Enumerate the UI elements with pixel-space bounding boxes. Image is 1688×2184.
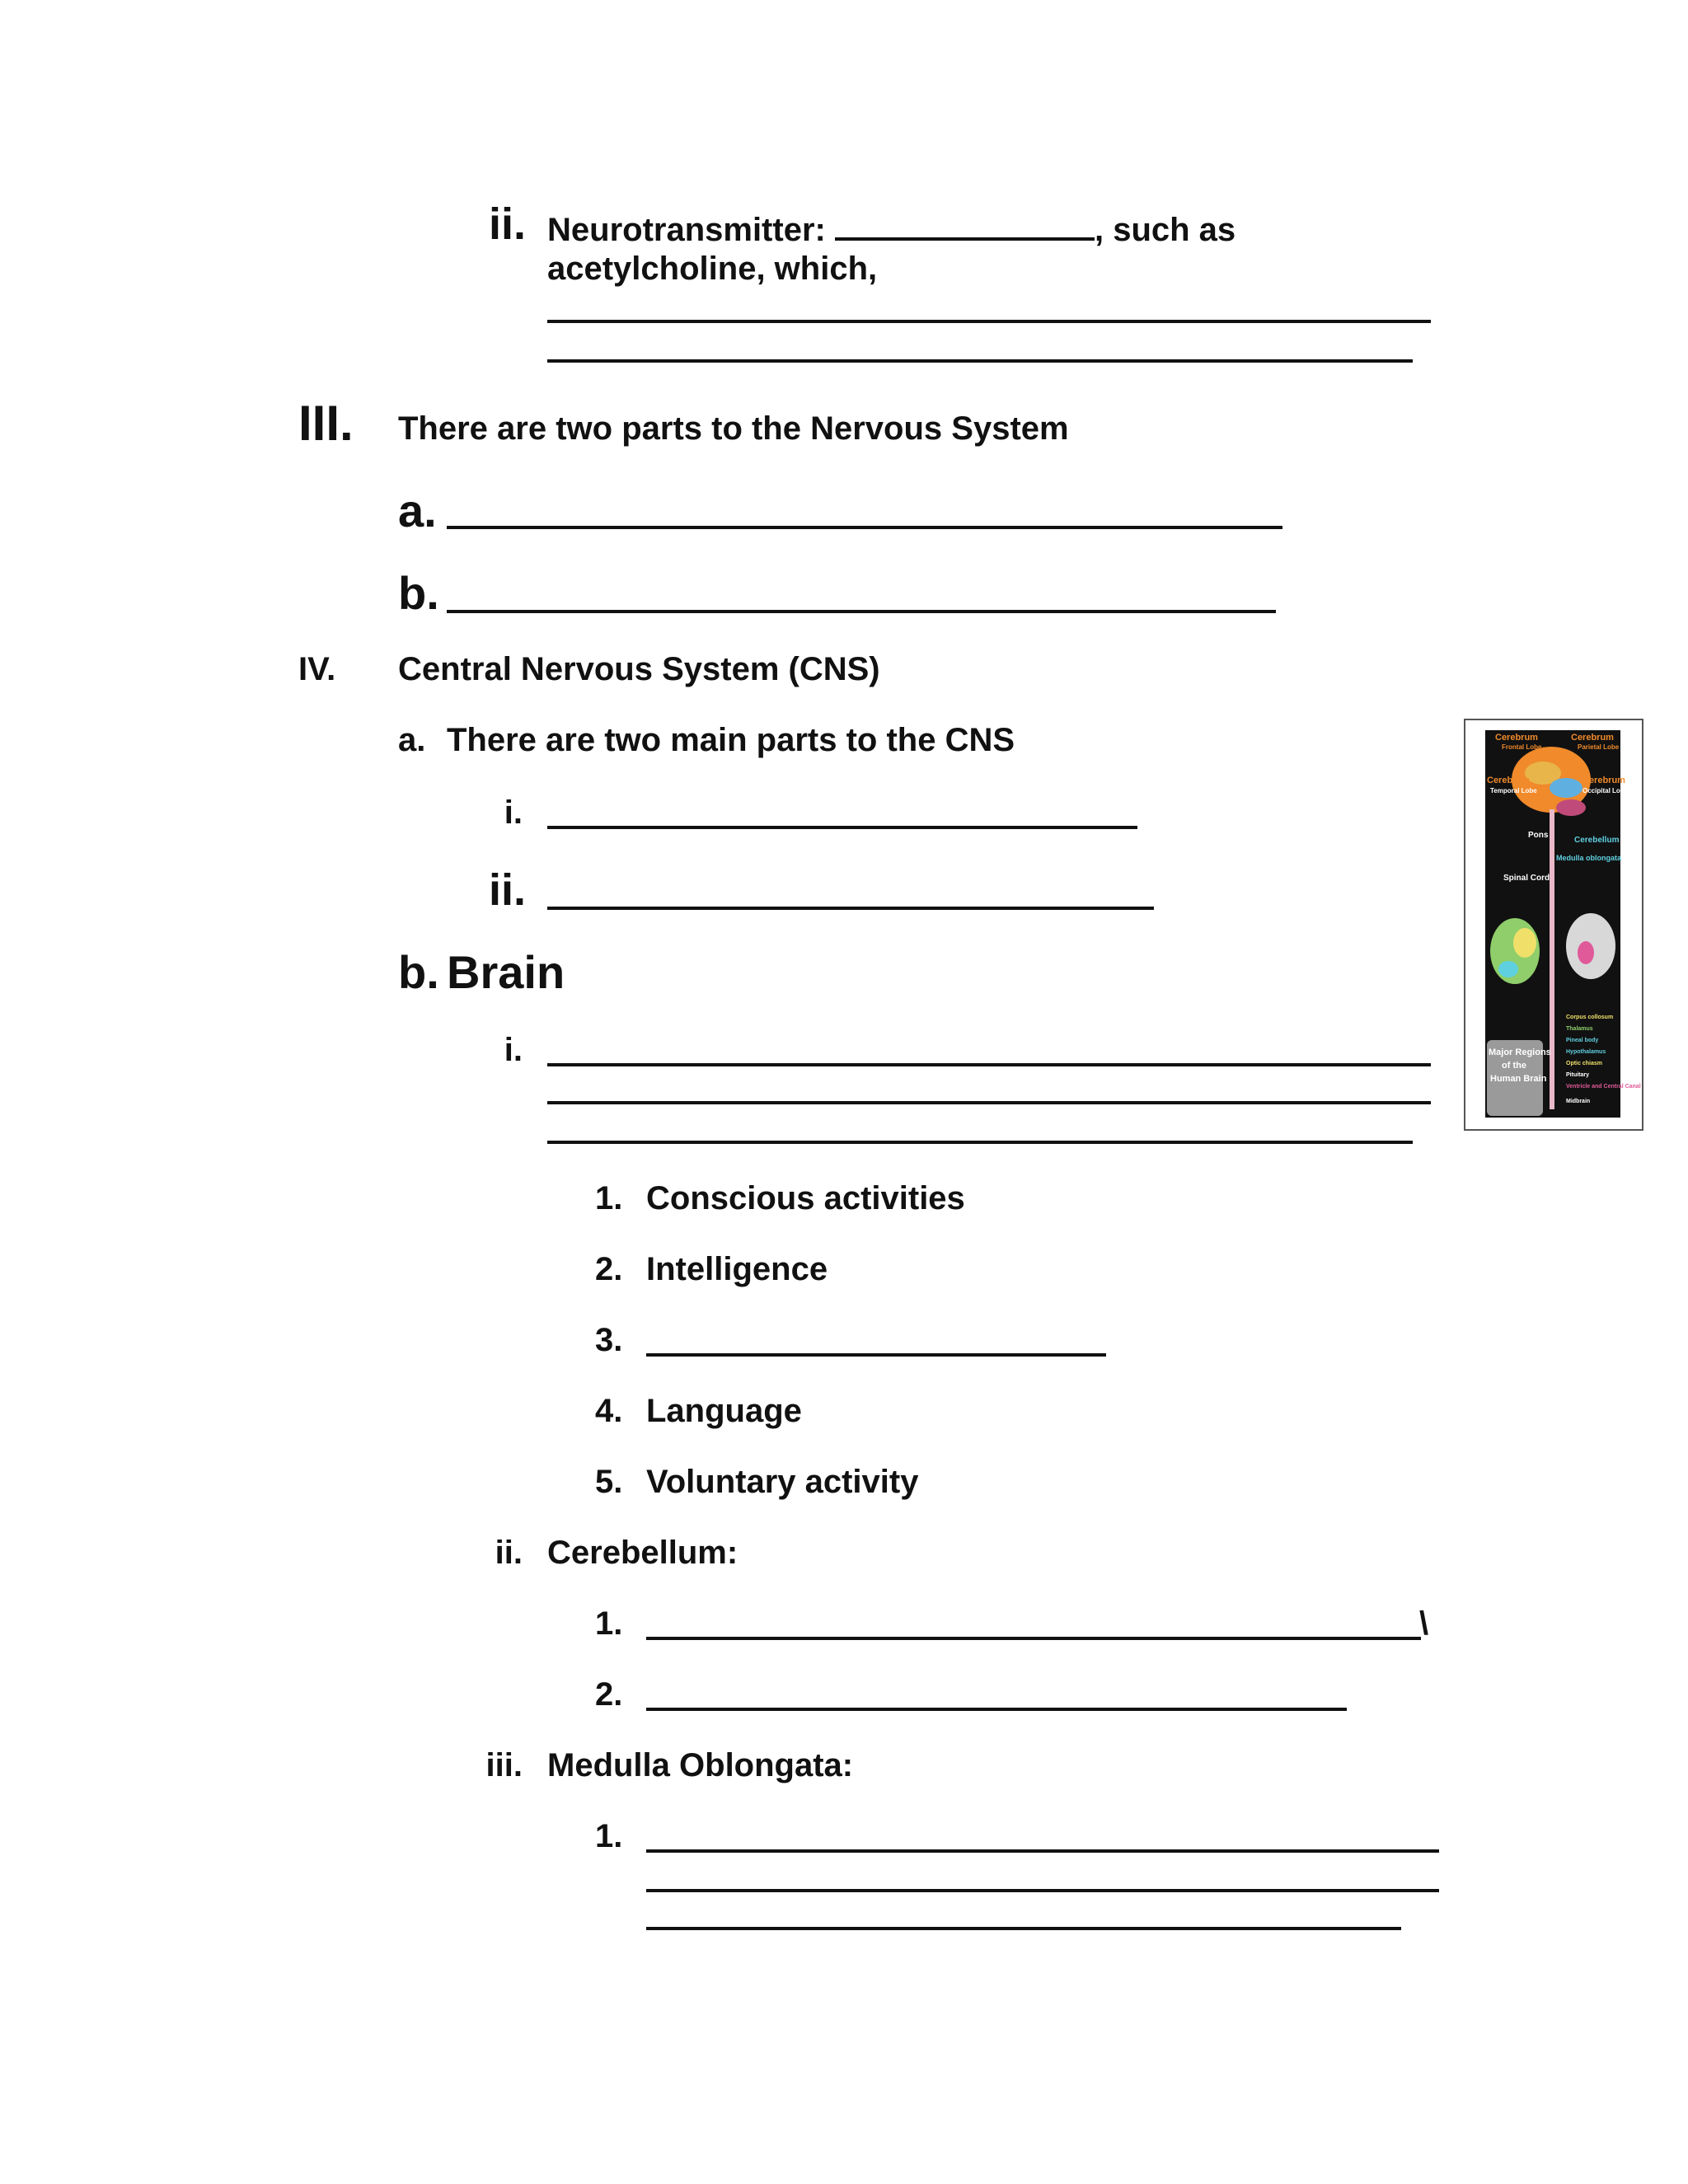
section-IV-heading: Central Nervous System (CNS) xyxy=(398,651,880,687)
section-III-b-label: b. xyxy=(398,567,439,619)
neurotransmitter-label: Neurotransmitter: xyxy=(547,212,826,248)
list-item-number: 2. xyxy=(595,1251,623,1287)
poster-label-pons: Pons xyxy=(1528,831,1549,840)
section-IV-a-text: There are two main parts to the CNS xyxy=(447,722,1015,758)
answer-line-b[interactable] xyxy=(447,610,1276,613)
poster-list-item: Thalamus xyxy=(1566,1026,1593,1032)
roman-numeral-i: i. xyxy=(504,794,523,831)
cerebellum-label: Cerebellum: xyxy=(547,1535,738,1571)
answer-line[interactable] xyxy=(547,907,1154,910)
roman-numeral-i-brain: i. xyxy=(504,1032,523,1068)
spinal-cord-shape xyxy=(1550,809,1554,1109)
answer-line[interactable] xyxy=(646,1889,1439,1892)
brain-poster-svg xyxy=(1485,730,1641,1118)
answer-line[interactable] xyxy=(646,1708,1347,1711)
answer-line[interactable] xyxy=(646,1927,1401,1930)
poster-label-cerebrum: Cerebrum xyxy=(1582,776,1625,785)
poster-label-cerebrum: Cerebrum xyxy=(1571,733,1614,743)
answer-line[interactable] xyxy=(547,320,1431,323)
list-item-text: Language xyxy=(646,1393,802,1429)
poster-list-item: Corpus collosum xyxy=(1566,1015,1614,1020)
poster-title-line3: Human Brain xyxy=(1490,1074,1547,1084)
answer-line[interactable] xyxy=(646,1353,1106,1357)
medulla-label: Medulla Oblongata: xyxy=(547,1747,854,1783)
answer-line[interactable] xyxy=(547,359,1413,363)
poster-label-spinal-cord: Spinal Cord xyxy=(1503,874,1550,883)
answer-line[interactable] xyxy=(646,1849,1439,1853)
poster-label-cerebellum: Cerebellum xyxy=(1574,836,1620,845)
roman-numeral-III: III. xyxy=(298,396,354,451)
roman-numeral-ii-top: ii. xyxy=(488,199,526,249)
poster-list-item: Hypothalamus xyxy=(1566,1049,1606,1055)
brain-poster-frame xyxy=(1464,719,1643,1131)
list-item-number: 1. xyxy=(595,1605,623,1642)
list-item-text: Conscious activities xyxy=(646,1180,965,1216)
poster-list-item: Ventricle and Central Canal xyxy=(1566,1084,1641,1090)
section-III-heading: There are two parts to the Nervous System xyxy=(398,410,1069,447)
answer-line[interactable] xyxy=(547,1063,1431,1066)
roman-numeral-IV: IV. xyxy=(298,651,336,687)
list-item-number: 3. xyxy=(595,1322,623,1358)
list-item-text: Voluntary activity xyxy=(646,1464,919,1500)
poster-list-item: Midbrain xyxy=(1566,1099,1591,1104)
answer-line[interactable] xyxy=(547,826,1137,829)
neurotransmitter-blank[interactable] xyxy=(835,209,1095,241)
list-item-number: 5. xyxy=(595,1464,623,1500)
poster-list-item: Optic chiasm xyxy=(1566,1061,1602,1066)
list-item-number: 2. xyxy=(595,1676,623,1713)
brain-poster-image xyxy=(1485,730,1641,1118)
poster-list-item: Pituitary xyxy=(1566,1072,1590,1078)
section-IV-a-label: a. xyxy=(398,722,426,758)
acetylcholine-text: acetylcholine, which, xyxy=(547,251,878,287)
list-item-number: 4. xyxy=(595,1393,623,1429)
answer-line[interactable] xyxy=(547,1141,1413,1144)
poster-title-line1: Major Regions xyxy=(1489,1047,1551,1057)
roman-numeral-ii-cerebellum: ii. xyxy=(495,1535,523,1571)
stray-backslash: \ xyxy=(1419,1605,1429,1642)
poster-label-medulla: Medulla oblongata xyxy=(1556,854,1622,862)
answer-line[interactable] xyxy=(547,1101,1431,1104)
list-item-number: 1. xyxy=(595,1180,623,1216)
roman-numeral-iii: iii. xyxy=(485,1747,523,1783)
neurotransmitter-line xyxy=(547,209,1236,250)
poster-label-temporal-lobe: Temporal Lobe xyxy=(1490,787,1537,794)
section-III-a-label: a. xyxy=(398,485,437,537)
poster-label-cerebrum: Cerebrum xyxy=(1487,776,1530,785)
poster-title-line2: of the xyxy=(1502,1061,1526,1071)
poster-label-frontal-lobe: Frontal Lobe xyxy=(1502,743,1542,751)
list-item-text: Intelligence xyxy=(646,1251,828,1287)
poster-label-occipital-lobe: Occipital Lobe xyxy=(1582,787,1629,794)
cerebellum-shape xyxy=(1556,799,1586,816)
answer-line[interactable] xyxy=(646,1637,1421,1640)
list-item-number: 1. xyxy=(595,1818,623,1854)
section-IV-b-label: b. xyxy=(398,946,439,998)
such-as-text: , such as xyxy=(1094,212,1236,248)
roman-numeral-ii: ii. xyxy=(488,865,526,915)
poster-label-cerebrum: Cerebrum xyxy=(1495,733,1538,743)
poster-list-item: Pineal body xyxy=(1566,1038,1599,1043)
answer-line-a[interactable] xyxy=(447,526,1282,529)
section-IV-b-text: Brain xyxy=(447,946,565,998)
poster-label-parietal-lobe: Parietal Lobe xyxy=(1578,743,1620,751)
